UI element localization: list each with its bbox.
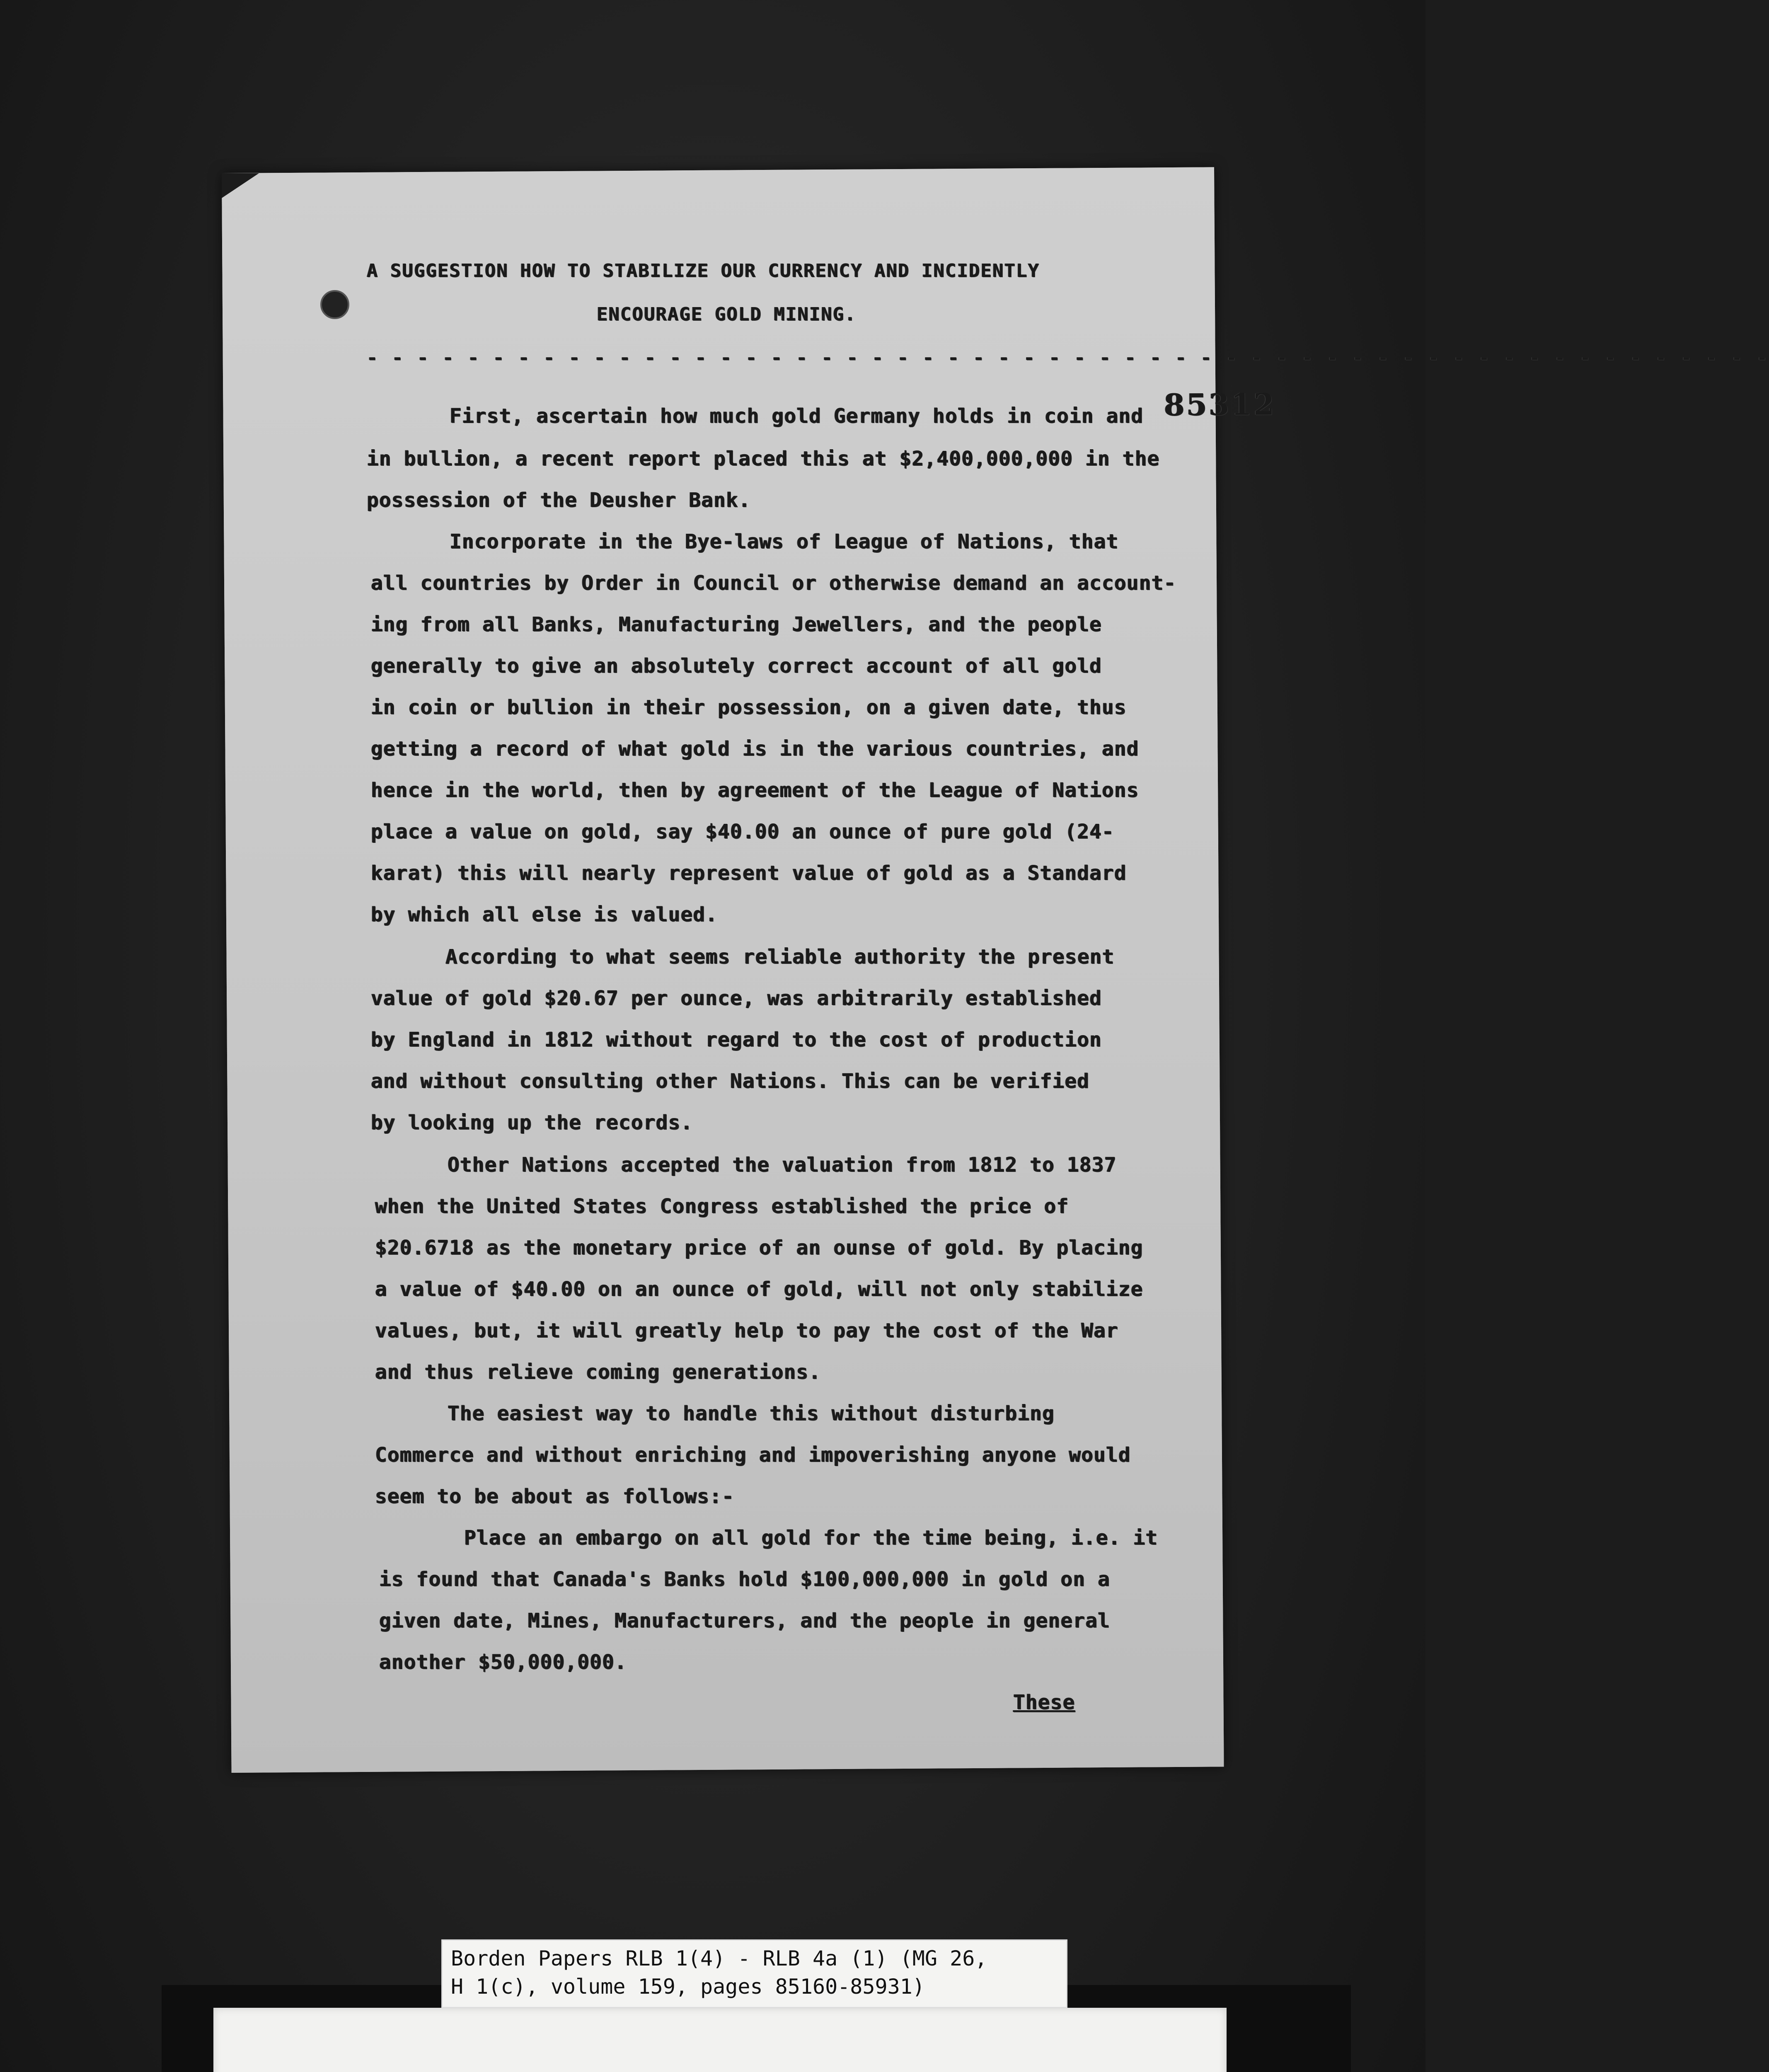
body-line: a value of $40.00 on an ounce of gold, will not only stabilize (375, 1278, 1143, 1301)
body-line: ing from all Banks, Manufacturing Jewellers, and the people (371, 613, 1102, 636)
title-separator: - - - - - - - - - - - - - - - - - - - - - - - - - - - - - - - - - - - - - - - - - - - - - - - - - - - - - - - - (367, 347, 1769, 368)
body-line: another $50,000,000. (379, 1651, 627, 1674)
body-line: in bullion, a recent report placed this at $2,400,000,000 in the (367, 447, 1160, 470)
document-title-line-2: ENCOURAGE GOLD MINING. (597, 304, 857, 325)
body-line: and thus relieve coming generations. (375, 1360, 821, 1384)
body-line: Place an embargo on all gold for the time being, i.e. it (464, 1526, 1158, 1549)
body-line: $20.6718 as the monetary price of an ounse of gold. By placing (375, 1236, 1143, 1259)
punch-hole (320, 290, 349, 319)
document-title-line-1: A SUGGESTION HOW TO STABILIZE OUR CURRENCY AND INCIDENTLY (367, 260, 1040, 281)
body-line: First, ascertain how much gold Germany holds in coin and (450, 404, 1144, 428)
reference-line-2: H 1(c), volume 159, pages 85160-85931) (451, 1975, 925, 1999)
body-line: all countries by Order in Council or otherwise demand an account- (371, 571, 1176, 595)
body-line: given date, Mines, Manufacturers, and the people in general (379, 1609, 1111, 1632)
body-line: value of gold $20.67 per ounce, was arbitrarily established (371, 987, 1102, 1010)
body-line: seem to be about as follows:- (375, 1485, 735, 1508)
page-number: 85312 (1164, 386, 1276, 423)
reference-line-1: Borden Papers RLB 1(4) - RLB 4a (1) (MG 26, (451, 1946, 987, 1970)
body-line: Commerce and without enriching and impoverishing anyone would (375, 1443, 1131, 1467)
body-line: Other Nations accepted the valuation from 1812 to 1837 (448, 1153, 1117, 1176)
body-line: place a value on gold, say $40.00 an ounce of pure gold (24- (371, 820, 1114, 843)
body-line: generally to give an absolutely correct account of all gold (371, 654, 1102, 678)
body-line: The easiest way to handle this without disturbing (448, 1402, 1055, 1425)
body-line: hence in the world, then by agreement of the League of Nations (371, 779, 1139, 802)
body-line: and without consulting other Nations. This can be verified (371, 1070, 1090, 1093)
body-line: by looking up the records. (371, 1111, 693, 1134)
reference-label (441, 1939, 1067, 2008)
body-line: According to what seems reliable authority the present (445, 945, 1115, 968)
body-line: possession of the Deusher Bank. (367, 489, 751, 512)
body-line: when the United States Congress established the price of (375, 1195, 1069, 1218)
archive-card (213, 2008, 1227, 2072)
body-line: in coin or bullion in their possession, on a given date, thus (371, 696, 1127, 719)
body-line: values, but, it will greatly help to pay the cost of the War (375, 1319, 1118, 1342)
body-line: by England in 1812 without regard to the cost of production (371, 1028, 1102, 1051)
body-line: Incorporate in the Bye-laws of League of Nations, that (450, 530, 1119, 553)
body-line: is found that Canada's Banks hold $100,000,000 in gold on a (379, 1568, 1111, 1591)
body-line: karat) this will nearly represent value of gold as a Standard (371, 862, 1127, 885)
folded-page-corner (222, 173, 259, 198)
catchword: These (1013, 1691, 1075, 1714)
body-line: by which all else is valued. (371, 903, 718, 926)
body-line: getting a record of what gold is in the various countries, and (371, 737, 1139, 760)
